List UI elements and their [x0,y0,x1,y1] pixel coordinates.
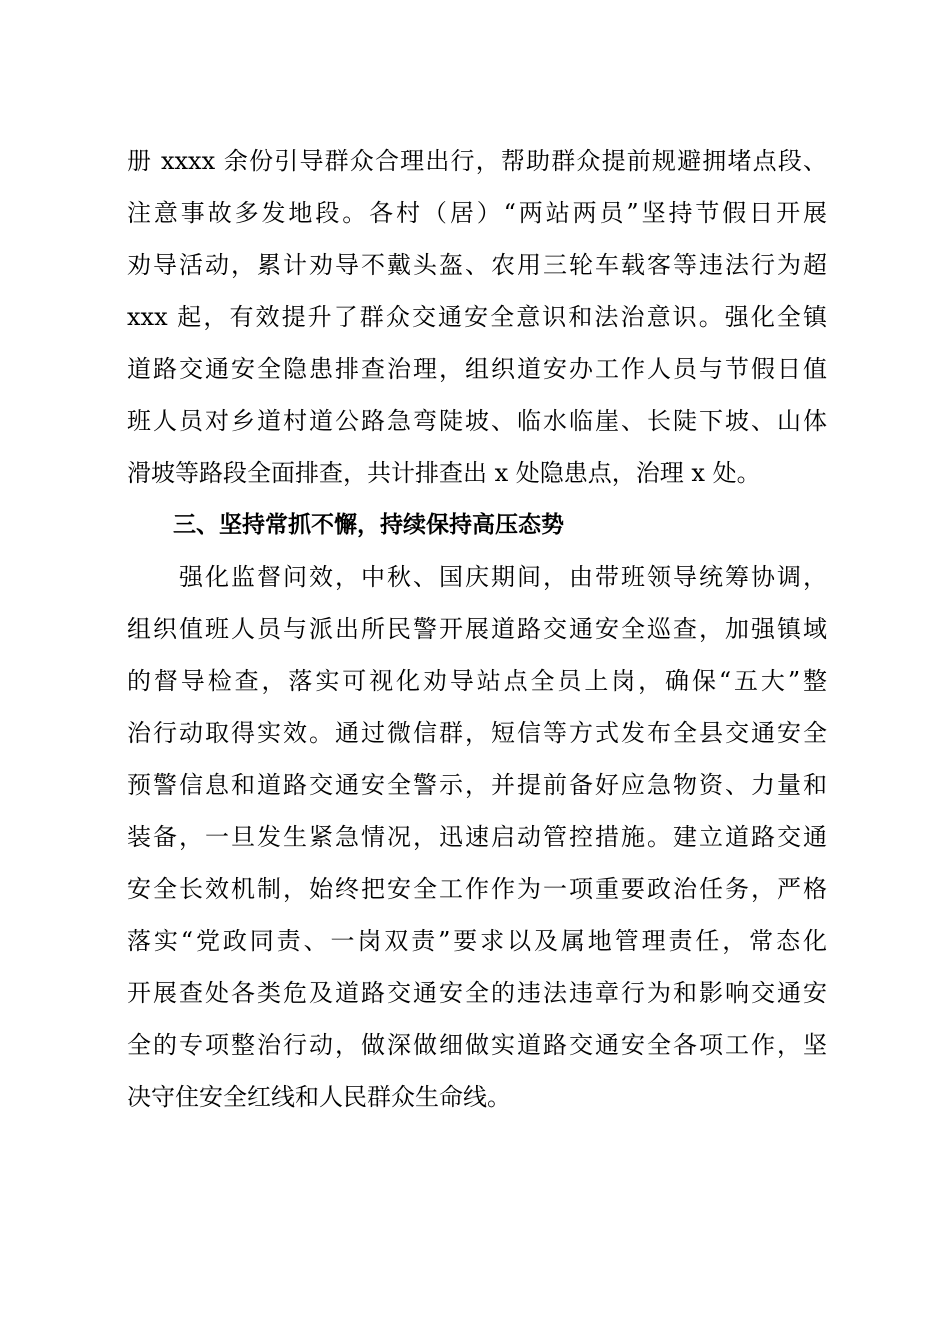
paragraph-1-line-3: 劝导活动，累计劝导不戴头盔、农用三轮车载客等违法行为超 [127,251,827,279]
paragraph-2-line-3: 的督导检查，落实可视化劝导站点全员上岗，确保“五大”整 [127,667,827,695]
document-body [127,135,827,1123]
paragraph-2-line-4: 治行动取得实效。通过微信群，短信等方式发布全县交通安全 [127,719,827,747]
paragraph-1-line-1: 册 xxxx 余份引导群众合理出行，帮助群众提前规避拥堵点段、 [127,147,827,175]
paragraph-2-line-8: 落实“党政同责、一岗双责”要求以及属地管理责任，常态化 [127,927,827,955]
paragraph-2-line-7: 安全长效机制，始终把安全工作作为一项重要政治任务，严格 [127,875,827,903]
paragraph-2-line-5: 预警信息和道路交通安全警示，并提前备好应急物资、力量和 [127,771,827,799]
paragraph-2-line-1: 强化监督问效，中秋、国庆期间，由带班领导统筹协调， [127,563,827,591]
paragraph-1-line-4: xxx 起，有效提升了群众交通安全意识和法治意识。强化全镇 [127,303,827,331]
paragraph-1-line-5: 道路交通安全隐患排查治理，组织道安办工作人员与节假日值 [127,355,827,383]
paragraph-1-line-2: 注意事故多发地段。各村（居）“两站两员”坚持节假日开展 [127,199,827,227]
paragraph-2-line-6: 装备，一旦发生紧急情况，迅速启动管控措施。建立道路交通 [127,823,827,851]
paragraph-2-line-11: 决守住安全红线和人民群众生命线。 [127,1083,511,1111]
paragraph-2-line-9: 开展查处各类危及道路交通安全的违法违章行为和影响交通安 [127,979,827,1007]
paragraph-1-line-6: 班人员对乡道村道公路急弯陡坡、临水临崖、长陡下坡、山体 [127,407,827,435]
paragraph-1-line-7: 滑坡等路段全面排查，共计排查出 x 处隐患点，治理 x 处。 [127,459,761,487]
paragraph-2-line-2: 组织值班人员与派出所民警开展道路交通安全巡查，加强镇域 [127,615,827,643]
paragraph-2-line-10: 全的专项整治行动，做深做细做实道路交通安全各项工作，坚 [127,1031,827,1059]
section-3-heading: 三、坚持常抓不懈，持续保持高压态势 [127,512,564,538]
